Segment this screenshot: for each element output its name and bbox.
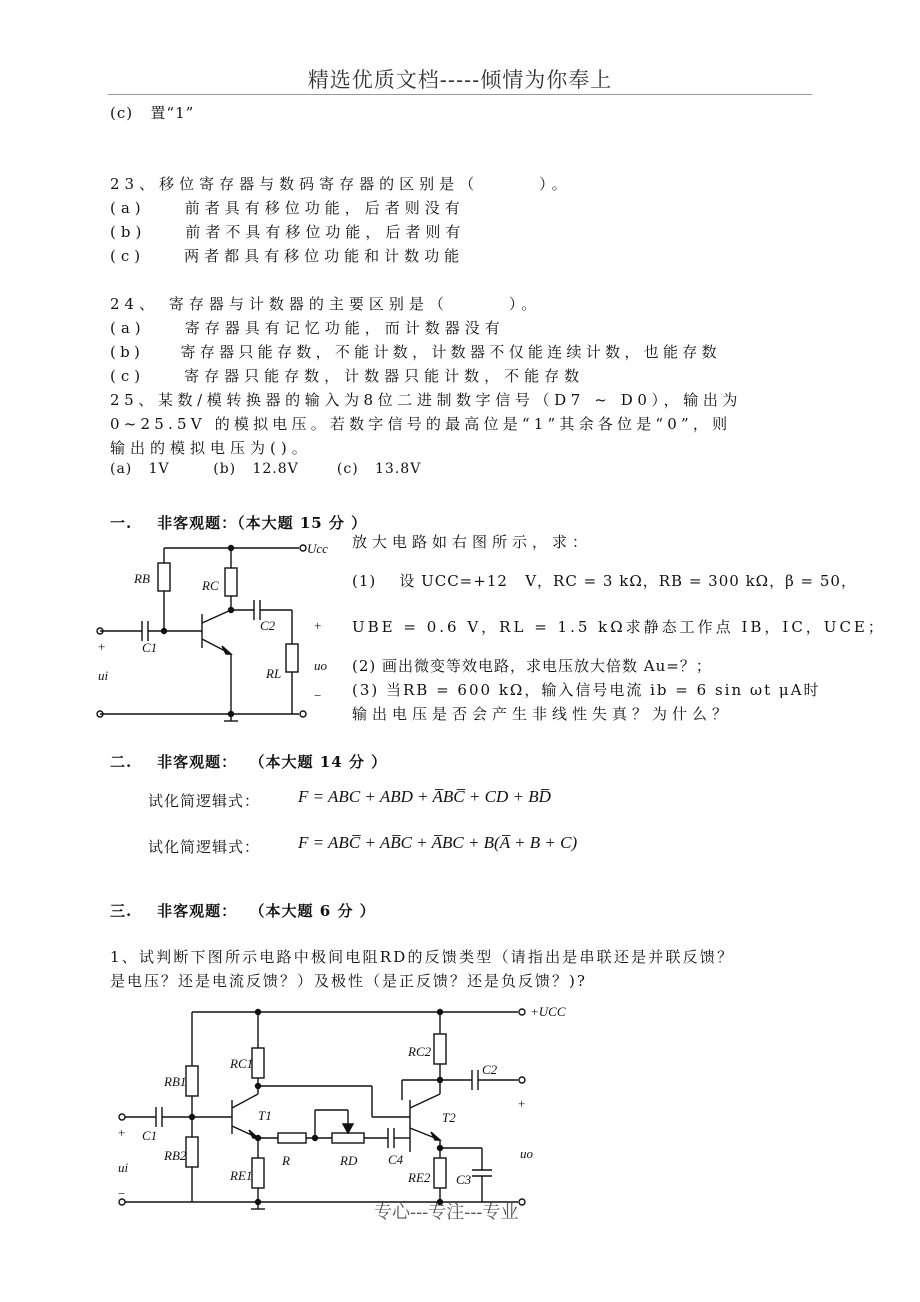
c2-label-rc1: RC1 (230, 1056, 254, 1071)
c1-plus-out: + (314, 618, 322, 633)
sec2-formula-1: F = ABC + ABD + A̅BC̅ + CD + BD̅ (298, 787, 551, 806)
c2-label-ucc: +UCC (530, 1004, 566, 1019)
c2-label-rc2: RC2 (408, 1044, 432, 1059)
q22-option-c: (c) 置“1” (110, 104, 195, 122)
sec2-label-2: 试化简逻辑式： (148, 838, 261, 856)
c2-label-uo: uo (520, 1146, 533, 1161)
q24-stem: 24、 寄存器与计数器的主要区别是（ ）。 (110, 295, 542, 313)
sec3-q1-line1: 1、试判断下图所示电路中极间电阻RD的反馈类型（请指出是串联还是并联反馈？ (110, 948, 735, 966)
c2-label-rb1: RB1 (164, 1074, 187, 1089)
c2-label-c4: C4 (388, 1152, 404, 1167)
c2-label-t2: T2 (442, 1110, 456, 1125)
q24-option-c: (c) 寄存器只能存数，计数器只能计数，不能存数 (110, 367, 585, 385)
c1-label-uo: uo (314, 658, 327, 673)
c2-plus-out: + (518, 1096, 526, 1111)
c1-label-c2: C2 (260, 618, 276, 633)
section1-title: 一. 非客观题：（本大题 15 分 ） (110, 514, 368, 532)
c2-label-r: R (282, 1153, 290, 1168)
q25-options: (a) 1V (b) 12.8V (c) 13.8V (110, 461, 422, 477)
c2-label-t1: T1 (258, 1108, 272, 1123)
c2-label-re1: RE1 (230, 1168, 253, 1183)
two-stage-amplifier-diagram (110, 1002, 590, 1212)
sec1-part3b: 输出电压是否会产生非线性失真？为什么？ (352, 705, 733, 723)
q23-stem: 23、移位寄存器与数码寄存器的区别是（ ）。 (110, 175, 572, 193)
header-divider (108, 94, 812, 95)
section2-title: 二. 非客观题： （本大题 14 分 ） (110, 753, 388, 771)
c2-label-rd: RD (340, 1153, 358, 1168)
q23-option-b: (b) 前者不具有移位功能，后者则有 (110, 223, 466, 241)
section3-title: 三. 非客观题： （本大题 6 分 ） (110, 902, 376, 920)
c2-plus-in: + (118, 1125, 126, 1140)
sec3-q1-line2: 是电压？还是电流反馈？）及极性（是正反馈？还是负反馈？)? (110, 972, 587, 990)
q25-line2: 0~25.5V 的模拟电压。若数字信号的最高位是“1”其余各位是“0”，则 (110, 415, 732, 433)
sec1-part1b: UBE = 0.6 V，RL = 1.5 kΩ求静态工作点 IB，IC，UCE； (352, 618, 886, 636)
q23-option-c: (c) 两者都具有移位功能和计数功能 (110, 247, 465, 265)
c1-label-c1: C1 (142, 640, 158, 655)
sec1-part2: (2) 画出微变等效电路，求电压放大倍数 Au=？； (352, 657, 712, 675)
c2-label-rb2: RB2 (164, 1148, 187, 1163)
q23-option-a: (a) 前者具有移位功能，后者则没有 (110, 199, 465, 217)
q25-line1: 25、某数/模转换器的输入为8位二进制数字信号（D7 ~ D0），输出为 (110, 391, 743, 409)
sec2-formula-2: F = ABC̅ + AB̅C + A̅BC + B(A̅ + B + C) (298, 833, 578, 852)
c2-label-c1: C1 (142, 1128, 158, 1143)
c1-label-rb: RB (134, 571, 150, 586)
page-footer: 专心---专注---专业 (374, 1202, 519, 1223)
q25-line3: 输出的模拟电压为()。 (110, 439, 312, 457)
amplifier-circuit-diagram (94, 538, 344, 728)
c1-label-rl: RL (266, 666, 282, 681)
c2-label-c3: C3 (456, 1172, 472, 1187)
c1-minus-out: − (314, 688, 322, 703)
c1-label-ui: ui (98, 668, 109, 683)
sec1-part3a: (3) 当RB = 600 kΩ，输入信号电流 ib = 6 sin ωt μA时 (352, 681, 821, 699)
q24-option-a: (a) 寄存器具有记忆功能，而计数器没有 (110, 319, 505, 337)
sec2-label-1: 试化简逻辑式： (148, 792, 261, 810)
sec1-intro: 放大电路如右图所示，求： (352, 533, 593, 551)
c2-label-re2: RE2 (408, 1170, 431, 1185)
c1-label-ucc: Ucc (307, 541, 328, 556)
c1-label-rc: RC (202, 578, 219, 593)
sec1-part1a: (1) 设 UCC=+12 V，RC = 3 kΩ，RB = 300 kΩ，β = 50， (352, 572, 857, 590)
c2-label-c2: C2 (482, 1062, 498, 1077)
page-header: 精选优质文档-----倾情为你奉上 (307, 68, 613, 92)
c2-label-ui: ui (118, 1160, 129, 1175)
q24-option-b: (b) 寄存器只能存数，不能计数，计数器不仅能连续计数，也能存数 (110, 343, 721, 361)
c1-plus-in: + (98, 639, 106, 654)
c2-minus-in: − (118, 1186, 126, 1201)
